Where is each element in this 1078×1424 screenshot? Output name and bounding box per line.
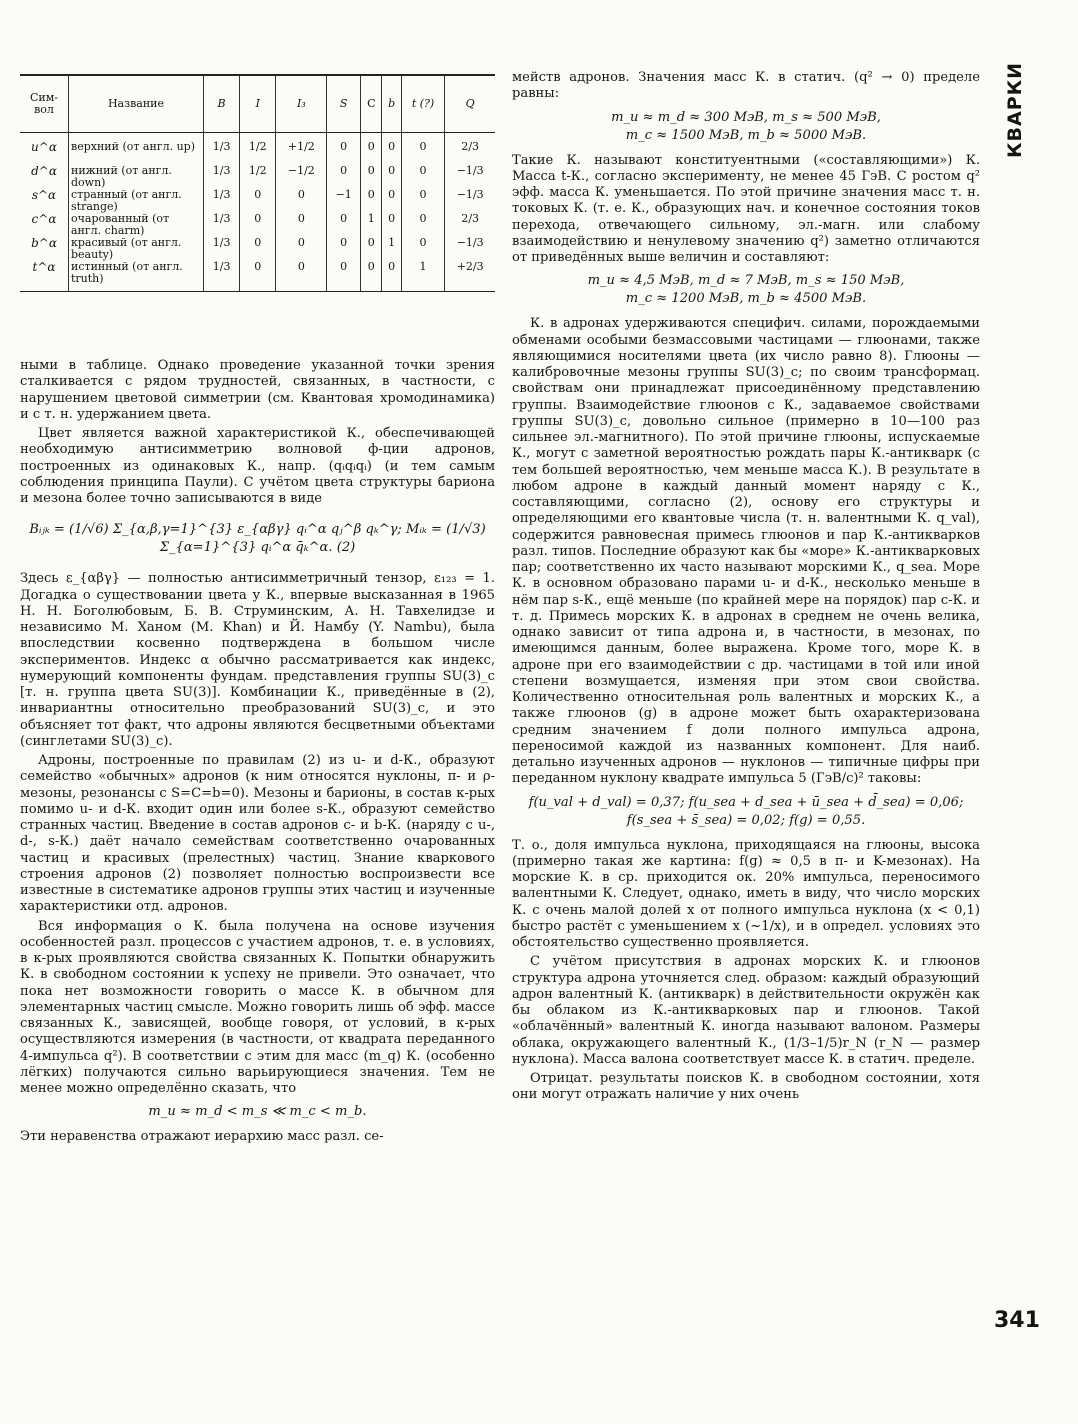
cell-C: 0 xyxy=(361,133,382,166)
cell-B: 1/3 xyxy=(204,165,240,189)
table-row xyxy=(20,133,495,166)
left-column xyxy=(20,358,495,1146)
table-row xyxy=(20,189,495,213)
paragraph: Здесь ε_{αβγ} — полностью антисимметричный тензор, ε₁₂₃ = 1. Догадка о существовании цвета у К., впервые высказанная в 1965 Н. Н. Боголюбовым, Б. В. Струминским, А. Н. Тавхелидзе и независимо М. Ханом (M. Khan) и Й. Намбу (Y. Nambu), была впоследствии косвенно подтверждена в большом числе экспериментов. Индекс α обычно рассматривается как индекс, нумерующий компоненты фундам. представления группы SU(3)_c [т. н. группа цвета SU(3)]. Комбинации К., приведённые в (2), инвариантны относительно преобразований SU(3)_c, и это объясняет тот факт, что адроны являются бесцветными объектами (синглетами SU(3)_c). xyxy=(20,571,495,749)
table-row xyxy=(20,237,495,261)
section-title-vertical: КВАРКИ xyxy=(1004,61,1026,159)
cell-S: 0 xyxy=(327,213,361,237)
cell-I: 0 xyxy=(240,261,276,292)
cell-I3: −1/2 xyxy=(276,165,327,189)
cell-C: 0 xyxy=(361,261,382,292)
paragraph: Т. о., доля импульса нуклона, приходящаяся на глюоны, высока (примерно такая же картина: f(g) ≈ 0,5 в π- и K-мезонах). На морские К. в ср. приходится ок. 20% импульса, переносимого валентными К. Следует, однако, иметь в виду, что число морских К. с очень малой долей x от полного импульса нуклона (x < 0,1) быстро растёт с уменьшением x (~1/x), и в определ. условиях это обстоятельство существенно проявляется. xyxy=(512,837,980,950)
cell-C: 0 xyxy=(361,237,382,261)
cell-t: 0 xyxy=(401,213,445,237)
table-header-row xyxy=(20,75,495,133)
cell-B: 1/3 xyxy=(204,213,240,237)
cell-t: 0 xyxy=(401,165,445,189)
header-beauty: b xyxy=(382,75,401,133)
paragraph: К. в адронах удерживаются специфич. силами, порождаемыми обменами особыми безмассовыми частицами — глюонами, также являющимися носителями цвета (их число равно 8). Глюоны — калибровочные мезоны группы SU(3)_c; по своим трансформац. свойствам они принадлежат присоединённому представлению группы. Взаимодействие глюонов с К., задаваемое свойствами группы SU(3)_c, довольно сильное (примерно в 10—100 раз сильнее эл.-магнитного). По этой причине глюоны, испускаемые К., могут с заметной вероятностью рождать пары К.-антикварк (с тем большей вероятностью, чем меньше масса К.). В результате в любом адроне в каждый данный момент наряду с К., составляющими, согласно (2), основу его структуры и определяющими его квантовые числа (т. н. валентными К. q_val), содержится равновесная примесь глюонов и пар К.-антикварков разл. типов. Последние образуют как бы «море» К.-антикварковых пар; соответственно их часто называют морскими К., q_sea. Море К. в основном образовано парами u- и d-К., несколько меньше в нём пар s-К., ещё меньше (по крайней мере на порядок) пар c-К. и т. д. Примесь морских К. в адронах в среднем не очень велика, однако зависит от типа адрона и, в частности, в мезонах, по имеющимся данным, более выражена. Кроме того, море К. в адроне при его взаимодействии с др. частицами в той или иной степени возмущается, изменяя при этом свои свойства. Количественно относительная роль валентных и морских К., а также глюонов (g) в адроне может быть охарактеризована средним значением f доли полного импульса адрона, переносимой каждой из названных компонент. Для наиб. детально изученных адронов — нуклонов — типичные цифры при переданном нуклону квадрате импульса 5 (ГэВ/с)² таковы: xyxy=(512,316,980,787)
cell-Q: 2/3 xyxy=(445,213,495,237)
cell-S: −1 xyxy=(327,189,361,213)
cell-b: 0 xyxy=(382,261,401,292)
formula-momentum-fractions-line1: f(u_val + d_val) = 0,37; f(u_sea + d_sea + ū_sea + d̄_sea) = 0,06; xyxy=(528,794,964,810)
cell-I: 0 xyxy=(240,237,276,261)
cell-Q: +2/3 xyxy=(445,261,495,292)
right-column xyxy=(512,70,980,1104)
table-row xyxy=(20,165,495,189)
cell-I: 1/2 xyxy=(240,133,276,166)
cell-C: 0 xyxy=(361,189,382,213)
paragraph: С учётом присутствия в адронах морских К. и глюонов структура адрона уточняется след. образом: каждый образующий адрон валентный К. (антикварк) в действительности окружён как бы облаком из К.-антикварковых пар и глюонов. Такой «облачённый» валентный К. иногда называют валоном. Размеры облака, окружающего валентный К., (1/3–1/5)r_N (r_N — размер нуклона). Масса валона соответствует массе К. в статич. пределе. xyxy=(512,954,980,1067)
cell-S: 0 xyxy=(327,133,361,166)
cell-Q: 2/3 xyxy=(445,133,495,166)
cell-b: 1 xyxy=(382,237,401,261)
table-row xyxy=(20,213,495,237)
cell-b: 0 xyxy=(382,213,401,237)
cell-I: 0 xyxy=(240,213,276,237)
paragraph: Вся информация о К. была получена на основе изучения особенностей разл. процессов с участием адронов, т. е. в условиях, в к-рых проявляются свойства связанных К. Попытки обнаружить К. в свободном состоянии к успеху не привели. Это означает, что пока нет возможности говорить о массе К. в обычном для элементарных частиц смысле. Можно говорить лишь об эфф. массе связанных К., зависящей, вообще говоря, от условий, в к-рых осуществляются измерения (в частности, от квадрата переданного 4-импульса q²). В соответствии с этим для масс (m_q) К. (особенно лёгких) получаются сильно варьирующиеся значения. Тем не менее можно определённо сказать, что xyxy=(20,918,495,1096)
cell-name: нижний (от англ. down) xyxy=(69,165,204,189)
paragraph: Цвет является важной характеристикой К., обеспечивающей необходимую антисимметрию волновой ф-ции адронов, построенных из одинаковых К., напр. (qᵢqᵢqᵢ) (и тем самым соблюдения принципа Паули). С учётом цвета структуры бариона и мезона более точно записываются в виде xyxy=(20,426,495,506)
cell-Q: −1/3 xyxy=(445,189,495,213)
quark-properties-table xyxy=(20,74,495,292)
cell-C: 0 xyxy=(361,165,382,189)
paragraph: Адроны, построенные по правилам (2) из u- и d-К., образуют семейство «обычных» адронов (к ним относятся нуклоны, π- и ρ-мезоны, резонансы с S=C=b=0). Мезоны и барионы, в состав к-рых помимо u- и d-К. входит один или более s-К., образуют семейство странных частиц. Введение в состав адронов c- и b-К. (наряду с u-, d-, s-К.) даёт начало семействам соответственно очарованных частиц и красивых (прелестных) частиц. Знание кваркового строения адронов (2) позволяет полностью воспроизвести все известные в систематике адронов группы этих частиц и изученные характеристики отд. адронов. xyxy=(20,753,495,915)
cell-I3: 0 xyxy=(276,189,327,213)
cell-symbol: b^α xyxy=(31,236,57,250)
cell-S: 0 xyxy=(327,165,361,189)
cell-Q: −1/3 xyxy=(445,237,495,261)
header-baryon: B xyxy=(204,75,240,133)
cell-name: истинный (от англ. truth) xyxy=(69,261,204,292)
cell-Q: −1/3 xyxy=(445,165,495,189)
paragraph: Эти неравенства отражают иерархию масс разл. се- xyxy=(20,1129,384,1145)
header-name: Название xyxy=(69,75,204,133)
header-isospin: I xyxy=(240,75,276,133)
cell-b: 0 xyxy=(382,189,401,213)
formula-static-masses-line1: m_u ≈ m_d ≈ 300 МэВ, m_s ≈ 500 МэВ, xyxy=(611,109,881,125)
page-number: 341 xyxy=(994,1308,1040,1333)
cell-symbol: c^α xyxy=(31,212,57,226)
paragraph: Такие К. называют конституентными («составляющими») К. Масса t-К., согласно эксперименту, не менее 45 ГэВ. С ростом q² эфф. масса К. уменьшается. По этой причине значения масс т. н. токовых К. (т. е. К., образующих нач. и конечное состояния токов перехода, отвечающего сильному, эл.-магн. или слабому взаимодействию и ненулевому значению q²) заметно отличаются от приведённых выше величин и составляют: xyxy=(512,152,980,265)
cell-symbol: t^α xyxy=(20,261,69,292)
cell-S: 0 xyxy=(327,237,361,261)
cell-I: 1/2 xyxy=(240,165,276,189)
cell-t: 0 xyxy=(401,189,445,213)
formula-mass-hierarchy: m_u ≈ m_d < m_s ≪ m_c < m_b. xyxy=(148,1104,367,1120)
header-strangeness: S xyxy=(327,75,361,133)
cell-B: 1/3 xyxy=(204,133,240,166)
header-isospin-3: I₃ xyxy=(276,75,327,133)
cell-symbol: d^α xyxy=(31,164,57,178)
cell-I3: +1/2 xyxy=(276,133,327,166)
header-truth: t (?) xyxy=(401,75,445,133)
cell-I3: 0 xyxy=(276,237,327,261)
cell-B: 1/3 xyxy=(204,189,240,213)
cell-C: 1 xyxy=(361,213,382,237)
header-charm: C xyxy=(361,75,382,133)
cell-name: верхний (от англ. up) xyxy=(69,133,204,166)
cell-B: 1/3 xyxy=(204,237,240,261)
cell-name: странный (от англ. strange) xyxy=(69,189,204,213)
cell-t: 0 xyxy=(401,133,445,166)
paragraph: Отрицат. результаты поисков К. в свободном состоянии, хотя они могут отражать наличие у них очень xyxy=(512,1071,980,1103)
formula-static-masses-line2: m_c ≈ 1500 МэВ, m_b ≈ 5000 МэВ. xyxy=(625,127,867,143)
cell-name: очарованный (от англ. charm) xyxy=(69,213,204,237)
cell-b: 0 xyxy=(382,165,401,189)
cell-name: красивый (от англ. beauty) xyxy=(69,237,204,261)
cell-S: 0 xyxy=(327,261,361,292)
formula-current-masses-line1: m_u ≈ 4,5 МэВ, m_d ≈ 7 МэВ, m_s ≈ 150 МэВ, xyxy=(587,273,905,289)
cell-symbol: s^α xyxy=(31,188,57,202)
cell-b: 0 xyxy=(382,133,401,166)
cell-I3: 0 xyxy=(276,213,327,237)
cell-B: 1/3 xyxy=(204,261,240,292)
formula-current-masses-line2: m_c ≈ 1200 МэВ, m_b ≈ 4500 МэВ. xyxy=(625,291,867,307)
paragraph: мейств адронов. Значения масс К. в статич. (q² → 0) пределе равны: xyxy=(512,70,980,102)
cell-I: 0 xyxy=(240,189,276,213)
cell-symbol: u^α xyxy=(31,140,57,154)
header-charge: Q xyxy=(445,75,495,133)
formula-momentum-fractions-line2: f(s_sea + s̄_sea) = 0,02; f(g) = 0,55. xyxy=(626,812,866,828)
cell-t: 0 xyxy=(401,237,445,261)
cell-I3: 0 xyxy=(276,261,327,292)
formula-baryon-meson: Bᵢⱼₖ = (1/√6) Σ_{α,β,γ=1}^{3} ε_{αβγ} qᵢ^α qⱼ^β qₖ^γ; Mᵢₖ = (1/√3) Σ_{α=1}^{3} qᵢ^α q̄ₖ^α. (2) xyxy=(29,522,486,556)
header-symbol: Сим-вол xyxy=(20,75,69,133)
paragraph: ными в таблице. Однако проведение указанной точки зрения сталкивается с рядом трудностей, связанных, в частности, с нарушением цветовой симметрии (см. Квантовая хромодинамика) и с т. н. удержанием цвета. xyxy=(20,358,495,422)
cell-t: 1 xyxy=(401,261,445,292)
table-row xyxy=(20,261,495,292)
